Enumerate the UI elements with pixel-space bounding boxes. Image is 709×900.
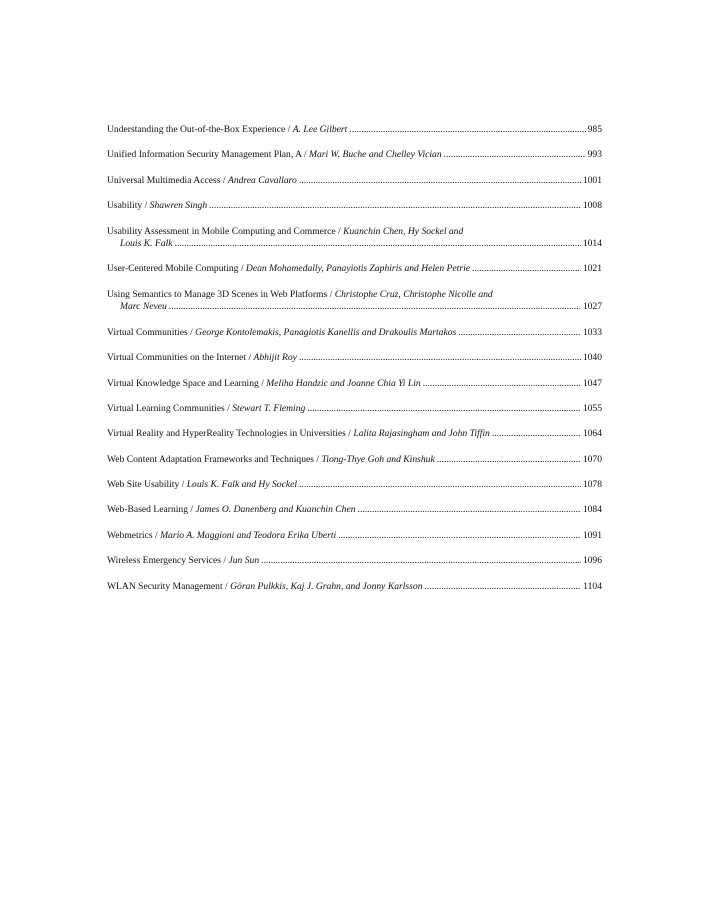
- entry-title: Wireless Emergency Services: [107, 555, 221, 567]
- entry-page-number: 1014: [582, 238, 602, 250]
- toc-entry: Wireless Emergency Services / Jun Sun . . . 1096: [107, 555, 602, 568]
- entry-title: Webmetrics: [107, 529, 153, 541]
- entry-authors: Andrea Cavallaro: [227, 174, 297, 186]
- dot-leader: [437, 454, 581, 467]
- entry-authors: Dean Mohamedally, Panayiotis Zaphiris and Helen Petrie: [245, 263, 470, 275]
- entry-title: Web Content Adaptation Frameworks and Techniques: [107, 453, 314, 465]
- entry-authors: Shawren Singh: [149, 200, 208, 212]
- toc-entry: User-Centered Mobile Computing / Dean Mohamedally, Panayiotis Zaphiris and Helen Petrie . . . 1021: [107, 263, 602, 276]
- entry-authors: Mario A. Maggioni and Teodora Erika Uberti: [160, 529, 337, 541]
- toc-entry: Using Semantics to Manage 3D Scenes in Web Platforms / Christophe Cruz, Christophe Nicolle and Marc Neveu . . . 1027: [107, 289, 602, 314]
- entry-authors: Christophe Cruz, Christophe Nicolle and: [334, 288, 493, 300]
- entry-page-number: 1040: [582, 352, 602, 364]
- dot-leader: [307, 403, 581, 416]
- dot-leader: [472, 263, 581, 276]
- dot-leader: [299, 352, 581, 365]
- toc-entry: Virtual Learning Communities / Stewart T. Fleming . . . 1055: [107, 403, 602, 416]
- dot-leader: [492, 428, 581, 441]
- entry-title: Virtual Knowledge Space and Learning: [107, 377, 259, 389]
- entry-title: Universal Multimedia Access: [107, 174, 221, 186]
- toc-entry: Web-Based Learning / James O. Danenberg and Kuanchin Chen . . . 1084: [107, 504, 602, 517]
- entry-title: Web-Based Learning: [107, 504, 189, 516]
- dot-leader: [349, 124, 585, 137]
- toc-entry: Virtual Communities on the Internet / Abhijit Roy . . . 1040: [107, 352, 602, 365]
- toc-entry: Webmetrics / Mario A. Maggioni and Teodora Erika Uberti . . . 1091: [107, 530, 602, 543]
- entry-title: Using Semantics to Manage 3D Scenes in Web Platforms: [107, 288, 328, 300]
- entry-page-number: 1021: [582, 263, 602, 275]
- entry-authors: Jun Sun: [228, 555, 260, 567]
- entry-title: Understanding the Out-of-the-Box Experience: [107, 124, 286, 135]
- entry-page-number: 1078: [582, 479, 602, 491]
- entry-title: Virtual Communities on the Internet: [107, 352, 247, 364]
- entry-page-number: 993: [587, 149, 602, 161]
- entry-title: Usability Assessment in Mobile Computing and Commerce: [107, 225, 336, 237]
- entry-page-number: 1001: [582, 174, 602, 186]
- toc-entry: Usability Assessment in Mobile Computing and Commerce / Kuanchin Chen, Hy Sockel and Louis K. Falk . . . 1014: [107, 226, 602, 251]
- dot-leader: [338, 530, 581, 543]
- entry-title: Unified Information Security Management Plan, A: [107, 149, 302, 161]
- dot-leader: [444, 149, 586, 162]
- toc-entry: Virtual Communities / George Kontolemakis, Panagiotis Kanellis and Drakoulis Martakos . . . 1033: [107, 327, 602, 340]
- entry-authors: James O. Danenberg and Kuanchin Chen: [195, 504, 356, 516]
- entry-page-number: 1033: [582, 326, 602, 338]
- entry-page-number: 1104: [583, 580, 602, 592]
- entry-authors: Tiong-Thye Goh and Kinshuk: [321, 453, 435, 465]
- entry-page-number: 1091: [582, 529, 602, 541]
- entry-title: Usability: [107, 200, 143, 212]
- toc-entry: Understanding the Out-of-the-Box Experience / A. Lee Gilbert . . . 985: [107, 124, 602, 137]
- entry-authors-continued: Marc Neveu: [120, 301, 167, 313]
- dot-leader: [425, 581, 582, 594]
- entry-title: Virtual Communities: [107, 326, 188, 338]
- toc-entry: Universal Multimedia Access / Andrea Cavallaro . . . 1001: [107, 175, 602, 188]
- entry-authors-continued: Louis K. Falk: [120, 238, 173, 250]
- dot-leader: [299, 175, 581, 188]
- entry-page-number: 1064: [582, 428, 602, 440]
- entry-authors: Göran Pulkkis, Kaj J. Grahn, and Jonny Karlsson: [230, 580, 423, 592]
- dot-leader: [261, 555, 581, 568]
- entry-authors: Stewart T. Fleming: [232, 402, 306, 414]
- entry-title: WLAN Security Management: [107, 580, 223, 592]
- entry-authors: Lalita Rajasingham and John Tiffin: [353, 428, 490, 440]
- dot-leader: [175, 238, 581, 251]
- toc-entry: WLAN Security Management / Göran Pulkkis, Kaj J. Grahn, and Jonny Karlsson . . . 1104: [107, 581, 602, 594]
- entry-authors: George Kontolemakis, Panagiotis Kanellis and Drakoulis Martakos: [195, 326, 457, 338]
- dot-leader: [358, 504, 581, 517]
- dot-leader: [209, 200, 581, 213]
- toc-entry: Web Content Adaptation Frameworks and Techniques / Tiong-Thye Goh and Kinshuk . . . 1070: [107, 454, 602, 467]
- toc-entry: Usability / Shawren Singh . . . 1008: [107, 200, 602, 213]
- entry-page-number: 1027: [582, 301, 602, 313]
- dot-leader: [423, 378, 581, 391]
- entry-title: Virtual Reality and HyperReality Technologies in Universities: [107, 428, 346, 440]
- entry-authors: Meliha Handzic and Joanne Chia Yi Lin: [266, 377, 421, 389]
- toc-entry: Virtual Knowledge Space and Learning / Meliha Handzic and Joanne Chia Yi Lin . . . 1047: [107, 378, 602, 391]
- entry-page-number: 1008: [582, 200, 602, 212]
- dot-leader: [458, 327, 581, 340]
- toc-entry: Unified Information Security Management Plan, A / Mari W. Buche and Chelley Vician . . . 993: [107, 149, 602, 162]
- entry-authors: Kuanchin Chen, Hy Sockel and: [343, 225, 464, 237]
- entry-authors: Abhijit Roy: [253, 352, 297, 364]
- table-of-contents: [107, 124, 602, 606]
- toc-entry: Virtual Reality and HyperReality Technologies in Universities / Lalita Rajasingham and John Tiffin . . . 1064: [107, 428, 602, 441]
- entry-authors: Mari W. Buche and Chelley Vician: [308, 149, 442, 161]
- entry-page-number: 1084: [582, 504, 602, 516]
- entry-page-number: 1047: [582, 377, 602, 389]
- entry-authors: Louis K. Falk and Hy Sockel: [186, 479, 298, 491]
- dot-leader: [169, 301, 581, 314]
- entry-page-number: 985: [587, 124, 602, 135]
- toc-entry: Web Site Usability / Louis K. Falk and Hy Sockel . . . 1078: [107, 479, 602, 492]
- entry-title: User-Centered Mobile Computing: [107, 263, 239, 275]
- entry-title: Web Site Usability: [107, 479, 180, 491]
- entry-page-number: 1096: [582, 555, 602, 567]
- entry-page-number: 1055: [582, 402, 602, 414]
- entry-page-number: 1070: [582, 453, 602, 465]
- dot-leader: [299, 479, 581, 492]
- entry-authors: A. Lee Gilbert: [292, 124, 348, 135]
- entry-title: Virtual Learning Communities: [107, 402, 225, 414]
